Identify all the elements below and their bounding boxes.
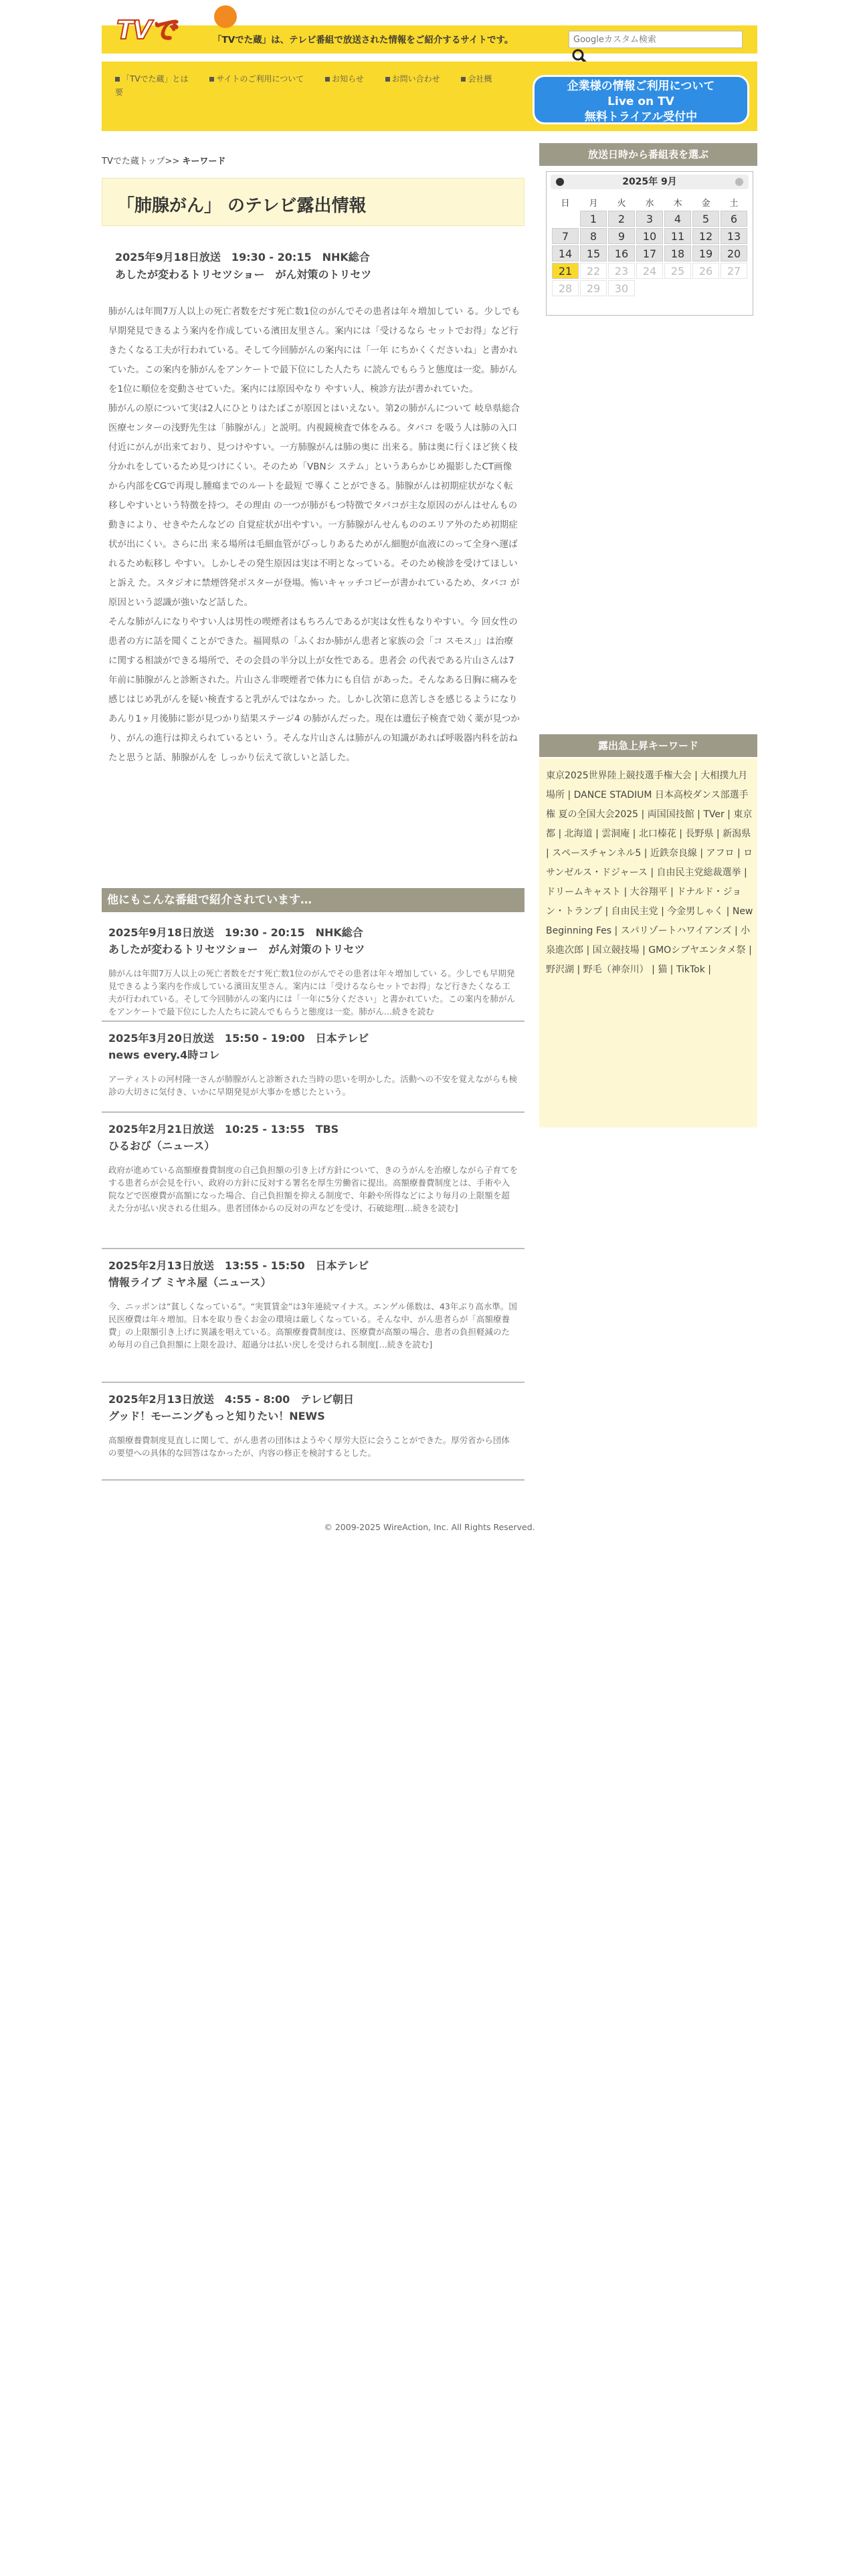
program-item[interactable]: [102, 1022, 524, 1113]
calendar-day[interactable]: 6: [721, 211, 747, 227]
calendar-empty-cell: [664, 280, 691, 296]
calendar-day[interactable]: 8: [580, 228, 607, 244]
nav-item-about[interactable]: 「TVでた蔵」とは: [115, 74, 198, 84]
calendar-empty-cell: [636, 280, 663, 296]
site-tagline: 「TVでた蔵」は、テレビ番組で放送された情報をご紹介するサイトです。: [213, 35, 514, 45]
calendar-empty-cell: [721, 280, 747, 296]
calendar: [546, 171, 753, 316]
first-program-date: 2025年9月18日放送 19:30 - 20:15 NHK総合: [115, 251, 370, 263]
program-title: あしたが変わるトリセツショー がん対策のトリセツ: [108, 943, 365, 956]
program-item[interactable]: [102, 1383, 524, 1481]
calendar-day[interactable]: 18: [664, 245, 691, 261]
program-desc: 高額療養費制度見直しに関して、がん患者の団体はようやく厚労大臣に会うことができた。厚労省から団体の要望への具体的な回答はなかったが、内容の修正を検討するとした。: [108, 1435, 510, 1458]
calendar-day[interactable]: 15: [580, 245, 607, 261]
program-date: 2025年3月20日放送 15:50 - 19:00 日本テレビ: [108, 1032, 369, 1045]
weekday-label: 月: [589, 198, 598, 209]
program-date: 2025年2月13日放送 13:55 - 15:50 日本テレビ: [108, 1259, 369, 1272]
cta-line-2: Live on TV: [607, 95, 674, 108]
next-month-icon[interactable]: [735, 178, 743, 186]
calendar-day[interactable]: 16: [608, 245, 635, 261]
calendar-day[interactable]: 3: [636, 211, 663, 227]
breadcrumb: [102, 154, 225, 167]
calendar-day[interactable]: 14: [552, 245, 579, 261]
first-program-title: あしたが変わるトリセツショー がん対策のトリセツ: [115, 268, 372, 281]
calendar-day[interactable]: 17: [636, 245, 663, 261]
nav-item-usage[interactable]: サイトのご利用について: [209, 74, 313, 84]
calendar-day[interactable]: 5: [692, 211, 719, 227]
program-title: グッド！モーニングもっと知りたい！NEWS: [108, 1410, 325, 1422]
calendar-day[interactable]: 4: [664, 211, 691, 227]
calendar-day-disabled: 30: [608, 280, 635, 296]
breadcrumb-current: キーワード: [182, 156, 226, 167]
trending-keywords-list[interactable]: 東京2025世界陸上競技選手権大会 | 大相撲九月場所 | DANCE STADIUM 日本高校ダンス部選手権 夏の全国大会2025 | 両国国技館 | TVer | 東京都 | 北海道 | 雲洞庵 | 北口榛花 | 長野県 | 新潟県 | スペースチャンネル5 | 近鉄奈良線 | アフロ | ロサンゼルス・ドジャース | 自由民主党総裁選挙 | ドリームキャスト | 大谷翔平 | ドナルド・ジョン・トランプ | 自由民主党 | 今金男しゃく | New Beginning Fes | スパリゾートハワイアンズ | 小泉進次郎 | 国立競技場 | GMOシブヤエンタメ祭 | 野沢湖 | 野毛（神奈川） | 猫 | TikTok |: [546, 770, 753, 975]
calendar-day[interactable]: 1: [580, 211, 607, 227]
calendar-day-disabled: 23: [608, 263, 635, 279]
page-title: 「肺腺がん」 のテレビ露出情報: [117, 196, 367, 216]
calendar-day[interactable]: 19: [692, 245, 719, 261]
nav-item-company-cont[interactable]: 要: [115, 88, 124, 97]
breadcrumb-home[interactable]: TVでた蔵トップ: [102, 156, 165, 167]
program-title: news every.4時コレ: [108, 1049, 220, 1061]
calendar-empty-cell: [692, 280, 719, 296]
program-desc: 今、ニッポンは“貧しくなっている”。“実質賃金”は3年連続マイナス。エンゲル係数は、43年ぶり高水準。国民医療費は年々増加。日本を取り巻くお金の環境は厳しくなっている。そんな中、がん患者らが「高額療養費」の上限額引き上げに異議を唱えている。高額療養費制度は、医療費が高額の場合、患者の負担軽減のため毎月の自己負担額に上限を設け、超過分は払い戻しを受けられる制度[…続きを読む]: [108, 1301, 517, 1350]
nav-item-contact[interactable]: お問い合わせ: [385, 74, 450, 84]
program-date: 2025年2月21日放送 10:25 - 13:55 TBS: [108, 1123, 339, 1136]
calendar-day[interactable]: 20: [721, 245, 747, 261]
calendar-month-bar: [551, 175, 749, 189]
calendar-day-disabled: 22: [580, 263, 607, 279]
program-item[interactable]: [102, 1113, 524, 1249]
logo-text: TVで: [116, 15, 175, 45]
weekday-label: 日: [561, 198, 570, 209]
weekday-label: 金: [701, 198, 710, 209]
cta-line-1: 企業様の情報ご利用について: [567, 80, 715, 93]
program-desc: アーティストの河村隆一さんが肺腺がんと診断された当時の思いを明かした。活動への不安を覚えながらも検診の大切さに気付き、いかに早期発見が大事かを感じたという。: [108, 1074, 518, 1097]
program-item[interactable]: [102, 1249, 524, 1383]
enterprise-cta-button[interactable]: [533, 75, 749, 124]
calendar-day[interactable]: 12: [692, 228, 719, 244]
program-item[interactable]: [102, 916, 524, 1022]
article-body: 肺がんは年間7万人以上の死亡者数をだす死亡数1位のがんでその患者は年々増加してい る。少しでも早期発見できるよう案内を作成している濱田友里さん。案内には「受けるなら セットでお得」など行きたくなる工夫が行われている。そして今回肺がんの案内には「一年 にちかくくださいね」と書かれていた。この案内を肺がんをアンケートで最下位にした人たち に読んでもらうと態度は一変。肺がんを1位に順位を変動させていた。案内には原因やなり やすい人、検診方法が書かれていた。 肺がんの原について実は2人にひとりはたばこが原因とはいえない。第2の肺がんについて 岐阜県総合医療センターの浅野先生は「肺腺がん」と説明。内視鏡検査で体をみる。タバコ を吸う人は肺の入口付近にがんが出来ており、見つけやすい。一方肺腺がんは肺の奥に 出来る。肺は奥に行くほど狭く枝分かれをしているため見つけにくい。そのため「VBNシ ステム」というあらかじめ撮影したCT画像から内部をCGで再現し腫瘍までのルートを最短 で導くことができる。肺腺がんは初期症状がなく転移しやすいという特徴を持つ。その理由 の一つが肺がもつ特徴でタバコが主な原因のがんはせんもの動きにより、せきやたんなどの 自覚症状が出やすい。一方肺腺がんせんもののエリア外のため初期症状が出にくい。さらに出 来る場所は毛細血管がびっしりあるためがん細胞が血液にのって全身へ運ばれるため転移し やすい。しかしその発生原因は実は不明となっている。そのため検診を受けてほしいと訴え た。スタジオに禁煙啓発ポスターが登場。怖いキャッチコピーが書かれているため、タバコ が原因という認識が強いなど話した。 そんな肺がんになりやすい人は男性の喫煙者はもちろんであるが実は女性もなりやすい。今 回女性の患者の方に話を聞くことができた。福岡県の「ふくおか肺がん患者と家族の会「コ スモス」」は治療に関する相談ができる場所で、その会員の半分以上が女性である。患者会 の代表である片山さんは7年前に肺腺がんと診断された。片山さん非喫煙者で体力にも自信 があった。そんなある日胸に痛みを感じはじめ乳がんを疑い検査すると乳がんではなかっ た。しかし次第に息苦しさを感じるようになりあんり1ヶ月後肺に影が見つかり結果ステージ4 の肺がんだった。現在は遺伝子検査で効く薬が見つかり、がんの進行は抑えられているとい う。そんな片山さんは肺がんの知識があれば呼吸器内科を訪ねたと思うと話、肺腺がんを しっかり伝えて欲しいと話した。: [108, 306, 520, 763]
trending-keywords-heading: 露出急上昇キーワード: [539, 734, 757, 757]
calendar-grid: [551, 193, 749, 298]
footer-copyright: © 2009-2025 WireAction, Inc. All Rights Reserved.: [324, 1522, 535, 1532]
other-programs-heading: 他にもこんな番組で紹介されています…: [102, 888, 524, 912]
nav-item-company[interactable]: 会社概: [461, 74, 501, 84]
nav-links: [115, 72, 516, 99]
calendar-day[interactable]: 7: [552, 228, 579, 244]
logo-burst-icon: [214, 5, 237, 28]
program-date: 2025年2月13日放送 4:55 - 8:00 テレビ朝日: [108, 1393, 354, 1406]
calendar-day-disabled: 26: [692, 263, 719, 279]
search-input[interactable]: [569, 31, 743, 48]
calendar-day[interactable]: 2: [608, 211, 635, 227]
program-desc: 肺がんは年間7万人以上の死亡者数をだす死亡数1位のがんでその患者は年々増加してい る。少しでも早期発見できるよう案内を作成している濱田友里さん。案内には「受けるならセットでお得」など行きたくなる工夫が行われている。そして今回肺がんの案内には「一年に5分ください」と書かれていた。この案内を肺がんをアンケートで最下位にした人たちに読んでもらうと態度は一変。肺がん…続きを読む: [108, 968, 515, 1016]
calendar-day[interactable]: 10: [636, 228, 663, 244]
nav-item-news[interactable]: お知らせ: [325, 74, 373, 84]
calendar-day-disabled: 24: [636, 263, 663, 279]
program-title: 情報ライブ ミヤネ屋（ニュース）: [108, 1276, 272, 1289]
weekday-label: 水: [645, 198, 654, 209]
calendar-empty-cell: [552, 211, 579, 227]
breadcrumb-separator: >>: [165, 156, 180, 167]
weekday-label: 火: [617, 198, 626, 209]
calendar-day-today[interactable]: 21: [552, 263, 579, 279]
first-program-header[interactable]: [115, 249, 371, 284]
program-date: 2025年9月18日放送 19:30 - 20:15 NHK総合: [108, 926, 363, 939]
calendar-day-disabled: 25: [664, 263, 691, 279]
calendar-day-disabled: 27: [721, 263, 747, 279]
calendar-day[interactable]: 13: [721, 228, 747, 244]
calendar-month-label: 2025年 9月: [622, 177, 677, 187]
program-title: ひるおび（ニュース）: [108, 1140, 215, 1152]
calendar-day-disabled: 29: [580, 280, 607, 296]
calendar-day-disabled: 28: [552, 280, 579, 296]
page-title-box: [102, 178, 524, 226]
program-desc: 政府が進めている高額療養費制度の自己負担額の引き上げ方針について、きのうがんを治療しながら子育てをする患者らが会見を行い、政府の方針に反対する署名を厚生労働省に提出。高額療養費制度とは、手術や入院などで医療費が高額になった場合、自己負担額を抑える制度で、年齢や所得などにより毎月の上限額を超えた分が払い戻される仕組み。患者団体からの反対の声などを受け、石破総理[…続きを読む]: [108, 1165, 518, 1213]
weekday-label: 土: [729, 198, 739, 209]
weekday-label: 木: [673, 198, 682, 209]
calendar-day[interactable]: 9: [608, 228, 635, 244]
prev-month-icon[interactable]: [556, 178, 564, 186]
cta-line-3: 無料トライアル受付中: [584, 110, 698, 124]
calendar-day[interactable]: 11: [664, 228, 691, 244]
calendar-heading: 放送日時から番組表を選ぶ: [539, 143, 757, 166]
